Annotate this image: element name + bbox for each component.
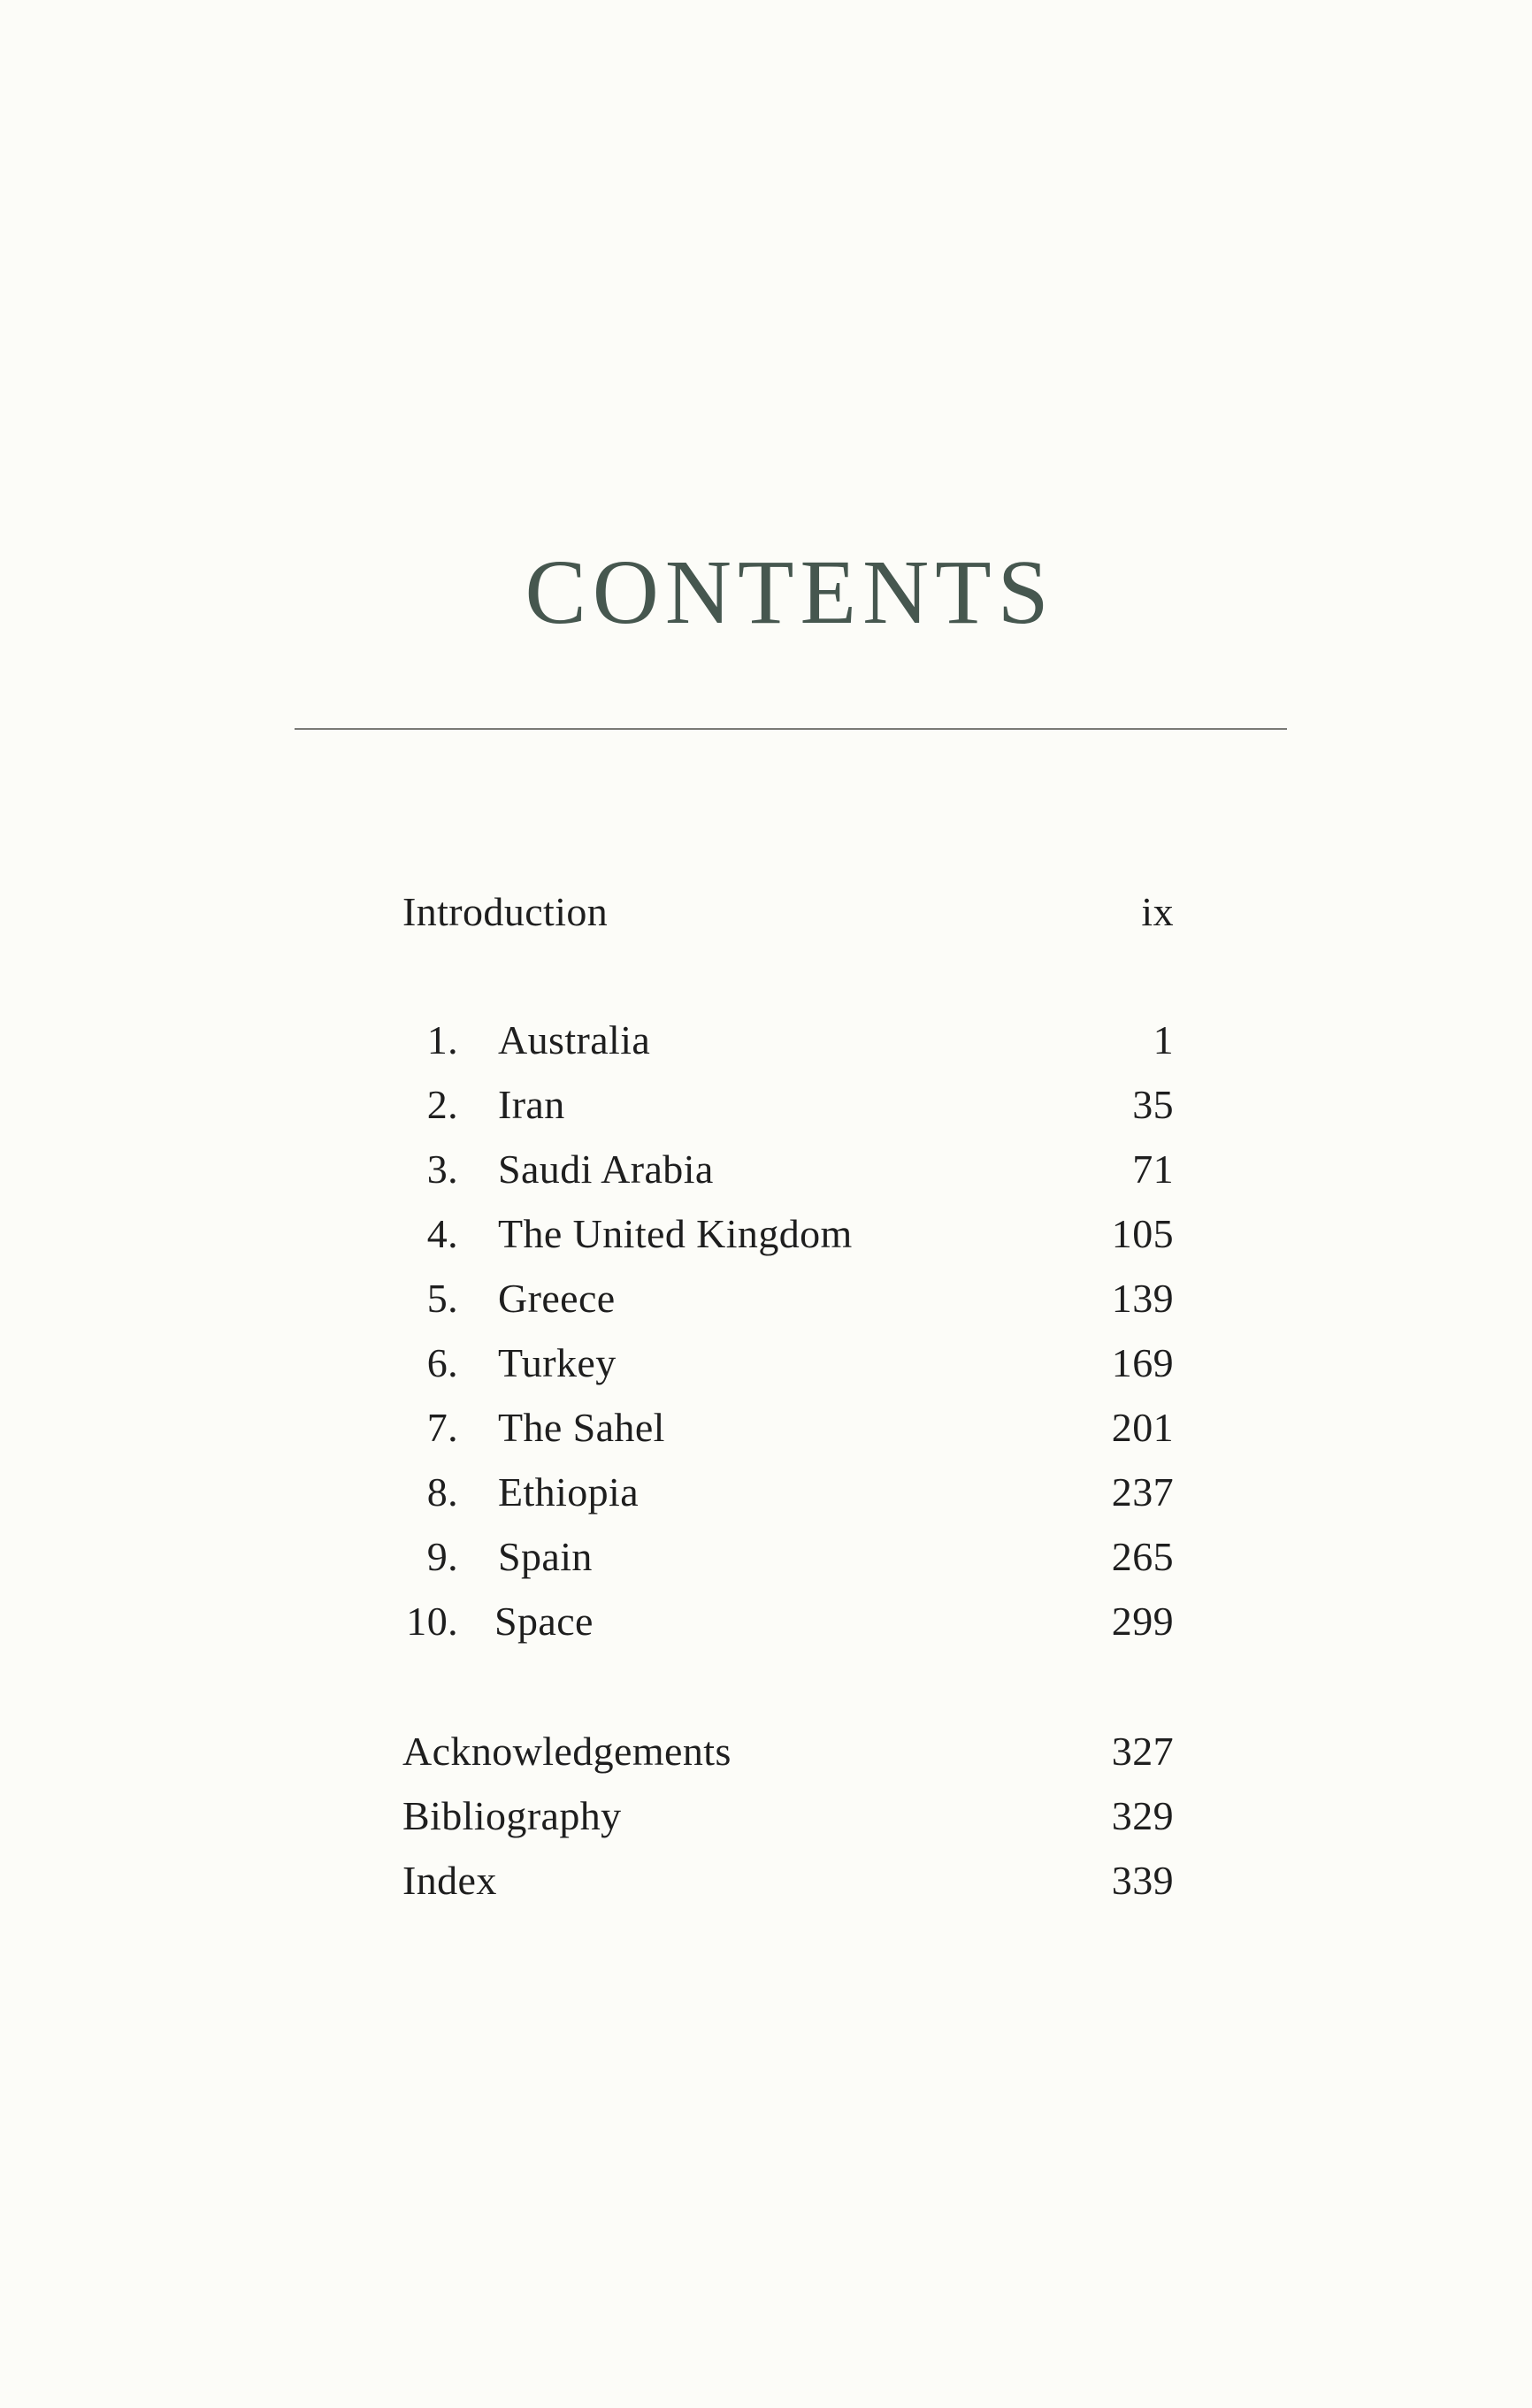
page-title: CONTENTS — [525, 541, 1055, 643]
chapter-number: 1. — [426, 1017, 458, 1062]
toc-entry-index[interactable] — [402, 1854, 1174, 1907]
toc-chapter[interactable] — [402, 1337, 1174, 1390]
chapter-page: 1 — [1153, 1017, 1174, 1062]
entry-page: 327 — [1111, 1729, 1174, 1774]
chapter-page: 169 — [1111, 1340, 1174, 1385]
chapter-number: 5. — [426, 1276, 458, 1321]
chapter-title: Saudi Arabia — [498, 1146, 714, 1192]
chapter-title: Ethiopia — [498, 1469, 640, 1515]
chapter-number: 6. — [426, 1340, 458, 1385]
chapter-page: 139 — [1111, 1276, 1174, 1321]
title-divider — [295, 728, 1287, 730]
chapter-page: 237 — [1111, 1469, 1174, 1515]
chapter-number: 3. — [426, 1146, 458, 1192]
chapter-page: 201 — [1111, 1405, 1174, 1450]
toc-chapter[interactable] — [402, 1272, 1174, 1325]
entry-page: 329 — [1111, 1793, 1174, 1838]
chapter-title: Australia — [498, 1017, 651, 1062]
toc-entry-acknowledgements[interactable] — [402, 1725, 1174, 1778]
chapter-number: 10. — [406, 1599, 458, 1644]
toc-chapter[interactable] — [402, 1208, 1174, 1261]
toc-entry-introduction[interactable] — [402, 886, 1174, 939]
entry-page: 339 — [1111, 1858, 1174, 1903]
chapter-title: The United Kingdom — [498, 1211, 853, 1256]
chapter-page: 35 — [1132, 1082, 1174, 1127]
toc-chapter[interactable] — [402, 1466, 1174, 1519]
chapter-number: 8. — [426, 1469, 458, 1515]
chapter-number: 4. — [426, 1211, 458, 1256]
chapter-page: 265 — [1111, 1534, 1174, 1579]
toc-chapter[interactable] — [402, 1014, 1174, 1067]
toc-chapter[interactable] — [402, 1401, 1174, 1454]
chapter-title: Space — [494, 1599, 594, 1644]
chapter-number: 7. — [426, 1405, 458, 1450]
chapter-page: 71 — [1132, 1146, 1174, 1192]
chapter-number: 2. — [426, 1082, 458, 1127]
entry-page: ix — [1141, 889, 1174, 934]
toc-chapter[interactable] — [402, 1143, 1174, 1196]
toc-entry-bibliography[interactable] — [402, 1790, 1174, 1843]
chapter-title: Turkey — [498, 1340, 617, 1385]
entry-label: Introduction — [402, 889, 609, 934]
chapter-title: The Sahel — [498, 1405, 665, 1450]
chapter-page: 299 — [1111, 1599, 1174, 1644]
toc-chapter[interactable] — [402, 1595, 1174, 1648]
toc-chapter[interactable] — [402, 1530, 1174, 1584]
chapter-title: Iran — [498, 1082, 565, 1127]
chapter-page: 105 — [1111, 1211, 1174, 1256]
chapter-title: Greece — [498, 1276, 616, 1321]
chapter-title: Spain — [498, 1534, 593, 1579]
entry-label: Acknowledgements — [402, 1729, 732, 1774]
entry-label: Bibliography — [402, 1793, 622, 1838]
toc-chapter[interactable] — [402, 1078, 1174, 1131]
entry-label: Index — [402, 1858, 497, 1903]
chapter-number: 9. — [426, 1534, 458, 1579]
